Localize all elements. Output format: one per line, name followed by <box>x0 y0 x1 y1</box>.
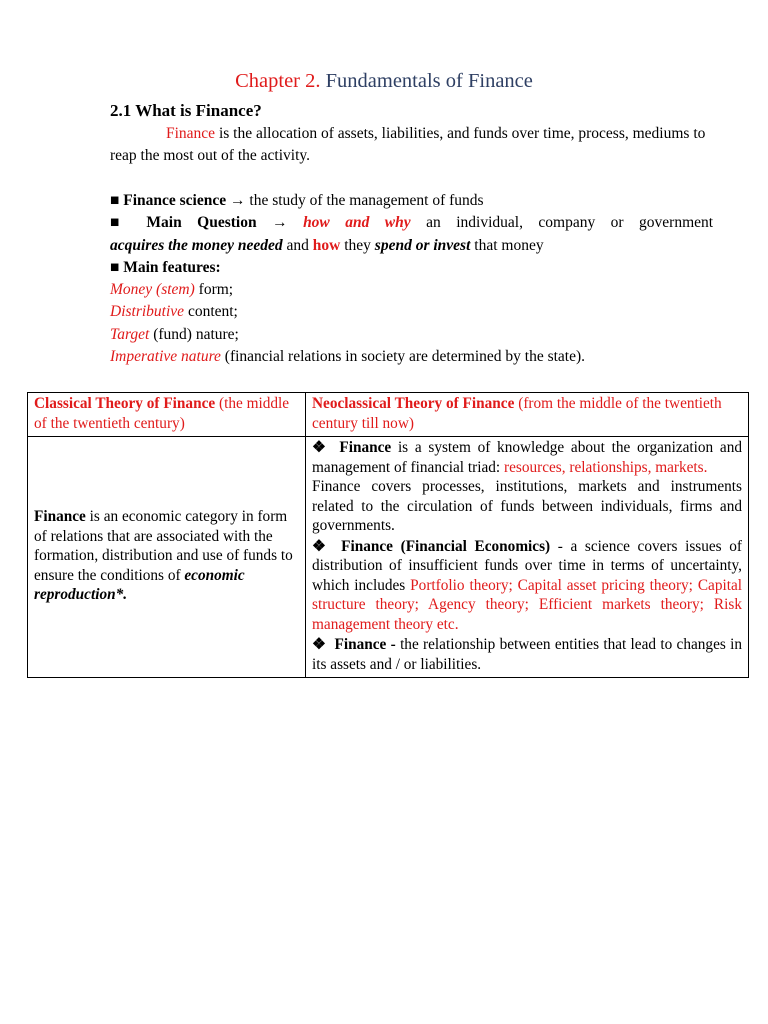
science-term: Finance science <box>123 192 227 209</box>
features-heading-line <box>110 257 713 279</box>
diamond-bullet-icon: ❖ <box>312 439 329 456</box>
question-line-2 <box>110 235 713 257</box>
neoclassical-header <box>306 393 749 437</box>
science-text: the study of the management of funds <box>249 192 484 209</box>
feature-item <box>110 301 713 323</box>
point-red-text: Portfolio theory; Capital asset pricing theory; Capital structure theory; Agency theory; Efficient markets theory; Risk management theory etc. <box>312 576 743 633</box>
question-acquires: acquires the money needed <box>110 236 283 254</box>
question-tail: that money <box>474 236 544 254</box>
question-term: Main Question <box>146 214 257 232</box>
science-line <box>110 190 713 212</box>
features-heading: Main features: <box>123 258 221 276</box>
point-paren: (Financial Economics) <box>400 537 551 555</box>
question-and: and <box>286 236 309 254</box>
arrow-icon: → <box>272 214 288 232</box>
point-text: is a system of knowledge about the organization and management of financial triad: <box>312 439 743 476</box>
point-red-text: resources, relationships, markets. <box>503 458 708 476</box>
table-body-row <box>28 437 749 678</box>
neoclassical-header-title: Neoclassical Theory of Finance <box>312 395 515 412</box>
feature-rest: (fund) nature; <box>153 325 239 343</box>
theory-table <box>27 392 749 678</box>
classical-header <box>28 393 306 437</box>
bullet-icon: ■ <box>110 214 131 232</box>
definition-text: is the allocation of assets, liabilities, and funds over time, process, mediums to reap the most out of the activity. <box>110 125 706 165</box>
feature-rest: (financial relations in society are determined by the state). <box>224 348 586 366</box>
neoclassical-point-1 <box>312 438 742 477</box>
classical-emphasis: economic reproduction*. <box>34 566 245 604</box>
bullet-icon: ■ <box>110 258 120 276</box>
question-they: they <box>344 236 371 254</box>
feature-item <box>110 324 713 346</box>
point-term: Finance <box>339 439 392 456</box>
feature-key: Target <box>110 325 150 343</box>
question-text: an individual, company or government <box>426 214 714 232</box>
table-header-row <box>28 393 749 437</box>
classical-definition <box>28 437 306 678</box>
diamond-bullet-icon: ❖ <box>312 537 330 555</box>
question-how-why: how and why <box>303 214 411 232</box>
neoclassical-header-period: (from the middle of the twentieth century till now) <box>312 395 722 432</box>
classical-text: is an economic category in form of relations that are associated with the formation, distribution and use of funds to ensure the conditions of <box>34 508 293 584</box>
question-how: how <box>312 236 341 254</box>
feature-item <box>110 279 713 301</box>
finance-definition <box>110 123 713 168</box>
feature-rest: form; <box>198 281 234 299</box>
neoclassical-point-4 <box>312 635 742 674</box>
classical-header-period: (the middle of the twentieth century) <box>34 395 290 432</box>
arrow-icon: → <box>230 192 246 209</box>
bullet-icon: ■ <box>110 192 120 209</box>
diamond-bullet-icon: ❖ <box>312 636 327 653</box>
chapter-number: Chapter 2. <box>235 70 321 92</box>
features-list <box>110 190 713 368</box>
classical-term: Finance <box>34 508 86 526</box>
question-line <box>110 212 713 234</box>
neoclassical-definitions <box>306 437 749 678</box>
point-text: - a science covers issues of distribution of insufficient funds over time in terms of uncertainty, which includes <box>312 537 742 594</box>
neoclassical-point-2: Finance covers processes, institutions, markets and instruments related to the circulation of funds between individuals, firms and governments. <box>312 478 742 534</box>
feature-item <box>110 346 713 368</box>
section-heading: 2.1 What is Finance? <box>110 101 262 120</box>
chapter-title <box>0 68 768 94</box>
feature-key: Distributive <box>110 303 185 321</box>
definition-term: Finance <box>166 125 216 142</box>
classical-header-title: Classical Theory of Finance <box>34 395 216 412</box>
point-term: Finance - <box>334 636 396 653</box>
feature-key: Money (stem) <box>110 281 195 299</box>
feature-rest: content; <box>187 303 238 321</box>
point-text: the relationship between entities that lead to changes in its assets and / or liabilities. <box>312 636 743 673</box>
question-spend: spend or invest <box>374 236 471 254</box>
neoclassical-point-3 <box>312 537 742 635</box>
chapter-name: Fundamentals of Finance <box>325 70 533 92</box>
point-term: Finance <box>341 537 393 555</box>
feature-key: Imperative nature <box>110 348 221 366</box>
